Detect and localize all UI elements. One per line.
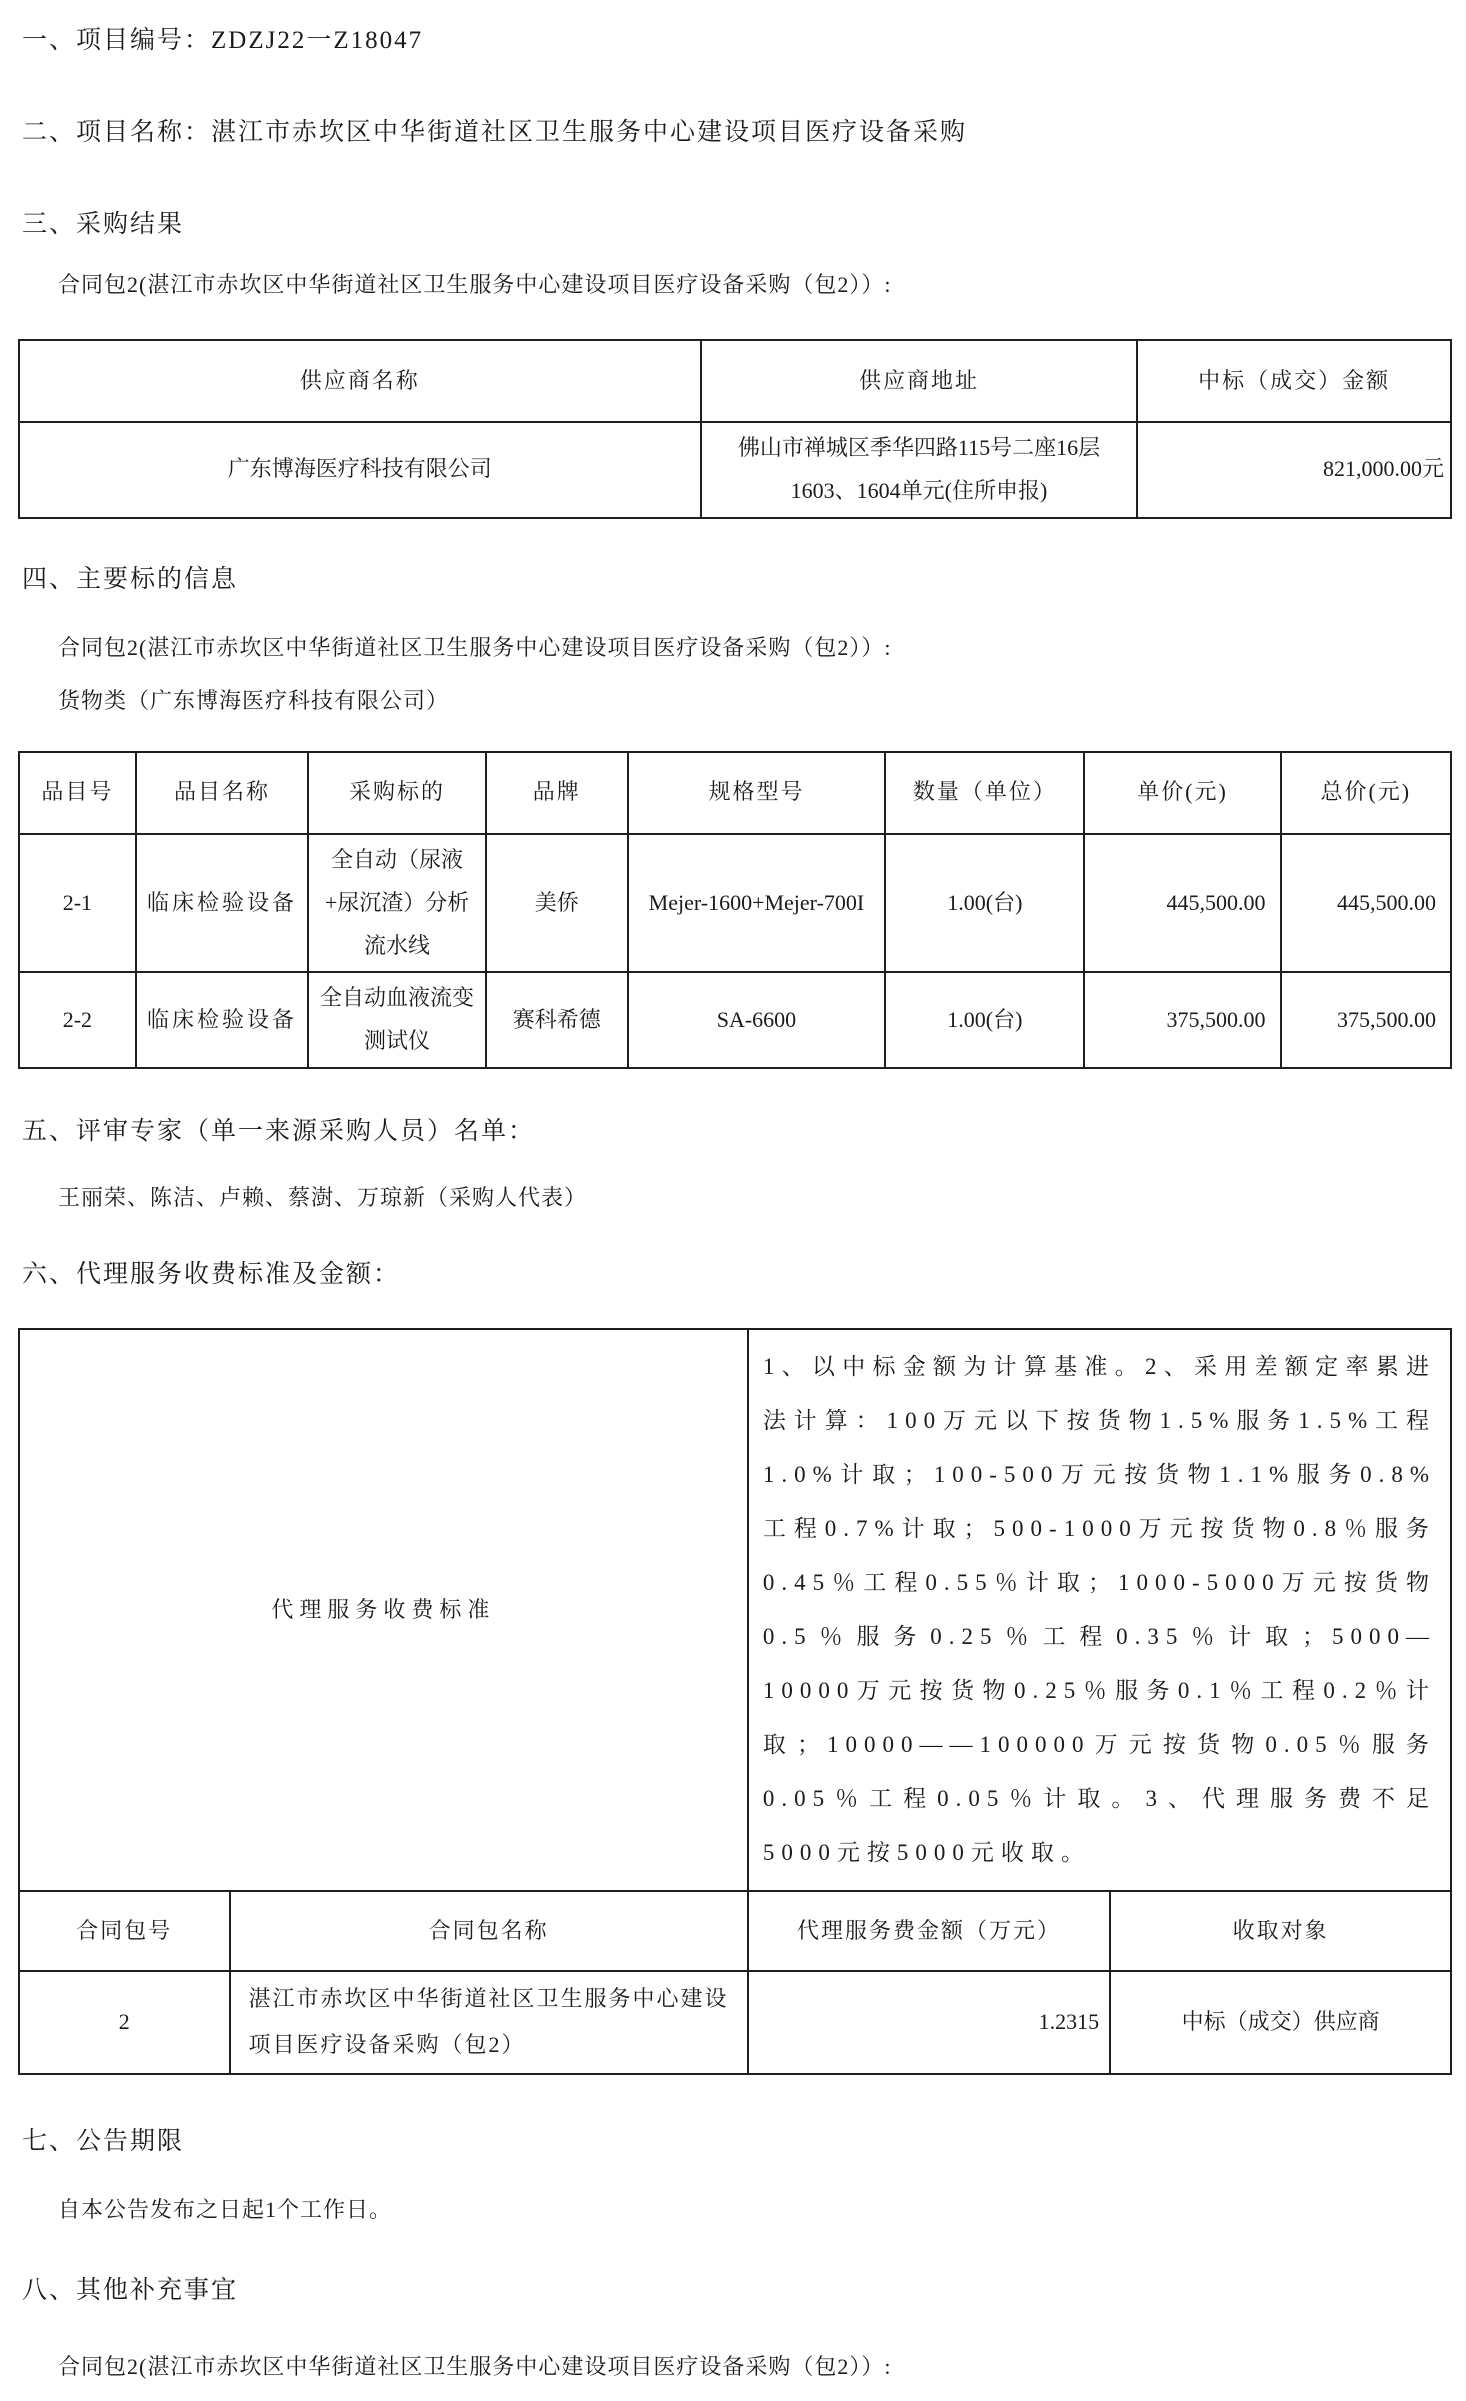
subject-table-header-row bbox=[19, 752, 1451, 834]
result-table-header-row bbox=[19, 340, 1451, 422]
quantity-cell: 1.00(台) bbox=[885, 834, 1084, 973]
charge-target-cell: 中标（成交）供应商 bbox=[1110, 1971, 1451, 2073]
package-name-header-cell: 合同包名称 bbox=[230, 1891, 748, 1971]
agency-fee-table bbox=[18, 1328, 1452, 2074]
total-price-header-cell: 总价(元) bbox=[1281, 752, 1451, 834]
announcement-page bbox=[0, 20, 1466, 2401]
item-name-cell: 临床检验设备 bbox=[136, 972, 309, 1068]
item-no-cell: 2-2 bbox=[19, 972, 136, 1068]
section-3-package-line: 合同包2(湛江市赤坎区中华街道社区卫生服务中心建设项目医疗设备采购（包2））: bbox=[58, 272, 892, 297]
fee-standard-row bbox=[19, 1329, 1451, 1891]
fee-amount-header-cell: 代理服务费金额（万元） bbox=[748, 1891, 1110, 1971]
brand-header-cell: 品牌 bbox=[486, 752, 628, 834]
supplier-name-cell: 广东博海医疗科技有限公司 bbox=[19, 422, 701, 518]
fee-table-header-row bbox=[19, 1891, 1451, 1971]
unit-price-header-cell: 单价(元) bbox=[1084, 752, 1280, 834]
expert-names-line: 王丽荣、陈洁、卢赖、蔡澍、万琼新（采购人代表） bbox=[58, 1185, 588, 1211]
section-3-heading: 三、采购结果 bbox=[22, 211, 185, 238]
supplier-address-cell: 佛山市禅城区季华四路115号二座16层1603、1604单元(住所申报) bbox=[701, 422, 1138, 518]
package-name-cell: 湛江市赤坎区中华街道社区卫生服务中心建设项目医疗设备采购（包2） bbox=[230, 1971, 748, 2073]
subject-table-row bbox=[19, 972, 1451, 1068]
fee-amount-cell: 1.2315 bbox=[748, 1971, 1110, 2073]
subject-matter-table bbox=[18, 751, 1452, 1069]
section-5-heading: 五、评审专家（单一来源采购人员）名单： bbox=[22, 1118, 536, 1146]
procurement-subject-header-cell: 采购标的 bbox=[308, 752, 486, 834]
package-no-cell: 2 bbox=[19, 1971, 230, 2073]
total-price-cell: 375,500.00 bbox=[1281, 972, 1451, 1068]
award-amount-cell: 821,000.00元 bbox=[1137, 422, 1451, 518]
award-amount-header-cell: 中标（成交）金额 bbox=[1137, 340, 1451, 422]
fee-standard-label-cell: 代理服务收费标准 bbox=[19, 1329, 748, 1891]
fee-standard-text-cell: 1、以中标金额为计算基准。2、采用差额定率累进法计算：100万元以下按货物1.5%服务1.5%工程1.0%计取；100-500万元按货物1.1%服务0.8%工程0.7%计取；500-1000万元按货物0.8％服务0.45％工程0.55％计取；1000-5000万元按货物0.5％服务0.25％工程0.35％计取；5000—10000万元按货物0.25％服务0.1％工程0.2％计取；10000——100000万元按货物0.05％服务0.05％工程0.05％计取。3、代理服务费不足5000元按5000元收取。 bbox=[748, 1329, 1451, 1891]
spec-model-header-cell: 规格型号 bbox=[628, 752, 886, 834]
spec-model-cell: SA-6600 bbox=[628, 972, 886, 1068]
section-8-heading: 八、其他补充事宜 bbox=[22, 2276, 239, 2304]
procurement-result-table bbox=[18, 339, 1452, 519]
spec-model-cell: Mejer-1600+Mejer-700I bbox=[628, 834, 886, 973]
total-price-cell: 445,500.00 bbox=[1281, 834, 1451, 973]
section-4-package-line: 合同包2(湛江市赤坎区中华街道社区卫生服务中心建设项目医疗设备采购（包2））: bbox=[58, 634, 892, 660]
section-7-heading: 七、公告期限 bbox=[22, 2127, 185, 2155]
quantity-cell: 1.00(台) bbox=[885, 972, 1084, 1068]
quantity-header-cell: 数量（单位） bbox=[885, 752, 1084, 834]
item-name-header-cell: 品目名称 bbox=[136, 752, 309, 834]
brand-cell: 美侨 bbox=[486, 834, 628, 973]
item-name-cell: 临床检验设备 bbox=[136, 834, 309, 973]
section-8-package-line: 合同包2(湛江市赤坎区中华街道社区卫生服务中心建设项目医疗设备采购（包2））: bbox=[58, 2353, 892, 2379]
section-6-heading: 六、代理服务收费标准及金额： bbox=[22, 1261, 401, 1289]
section-1-heading: 一、项目编号：ZDZJ22一Z18047 bbox=[22, 27, 424, 54]
procurement-subject-cell: 全自动血液流变测试仪 bbox=[308, 972, 486, 1068]
package-no-header-cell: 合同包号 bbox=[19, 1891, 230, 1971]
unit-price-cell: 375,500.00 bbox=[1084, 972, 1280, 1068]
brand-cell: 赛科希德 bbox=[486, 972, 628, 1068]
unit-price-cell: 445,500.00 bbox=[1084, 834, 1280, 973]
section-2-heading: 二、项目名称：湛江市赤坎区中华街道社区卫生服务中心建设项目医疗设备采购 bbox=[22, 119, 968, 146]
procurement-subject-cell: 全自动（尿液+尿沉渣）分析流水线 bbox=[308, 834, 486, 973]
charge-target-header-cell: 收取对象 bbox=[1110, 1891, 1451, 1971]
section-4-category-line: 货物类（广东博海医疗科技有限公司） bbox=[58, 687, 450, 713]
subject-table-row bbox=[19, 834, 1451, 973]
item-no-header-cell: 品目号 bbox=[19, 752, 136, 834]
announcement-period-line: 自本公告发布之日起1个工作日。 bbox=[58, 2196, 393, 2222]
fee-table-row bbox=[19, 1971, 1451, 2073]
item-no-cell: 2-1 bbox=[19, 834, 136, 973]
supplier-address-header-cell: 供应商地址 bbox=[701, 340, 1138, 422]
supplier-name-header-cell: 供应商名称 bbox=[19, 340, 701, 422]
section-4-heading: 四、主要标的信息 bbox=[22, 565, 239, 593]
result-table-row bbox=[19, 422, 1451, 518]
